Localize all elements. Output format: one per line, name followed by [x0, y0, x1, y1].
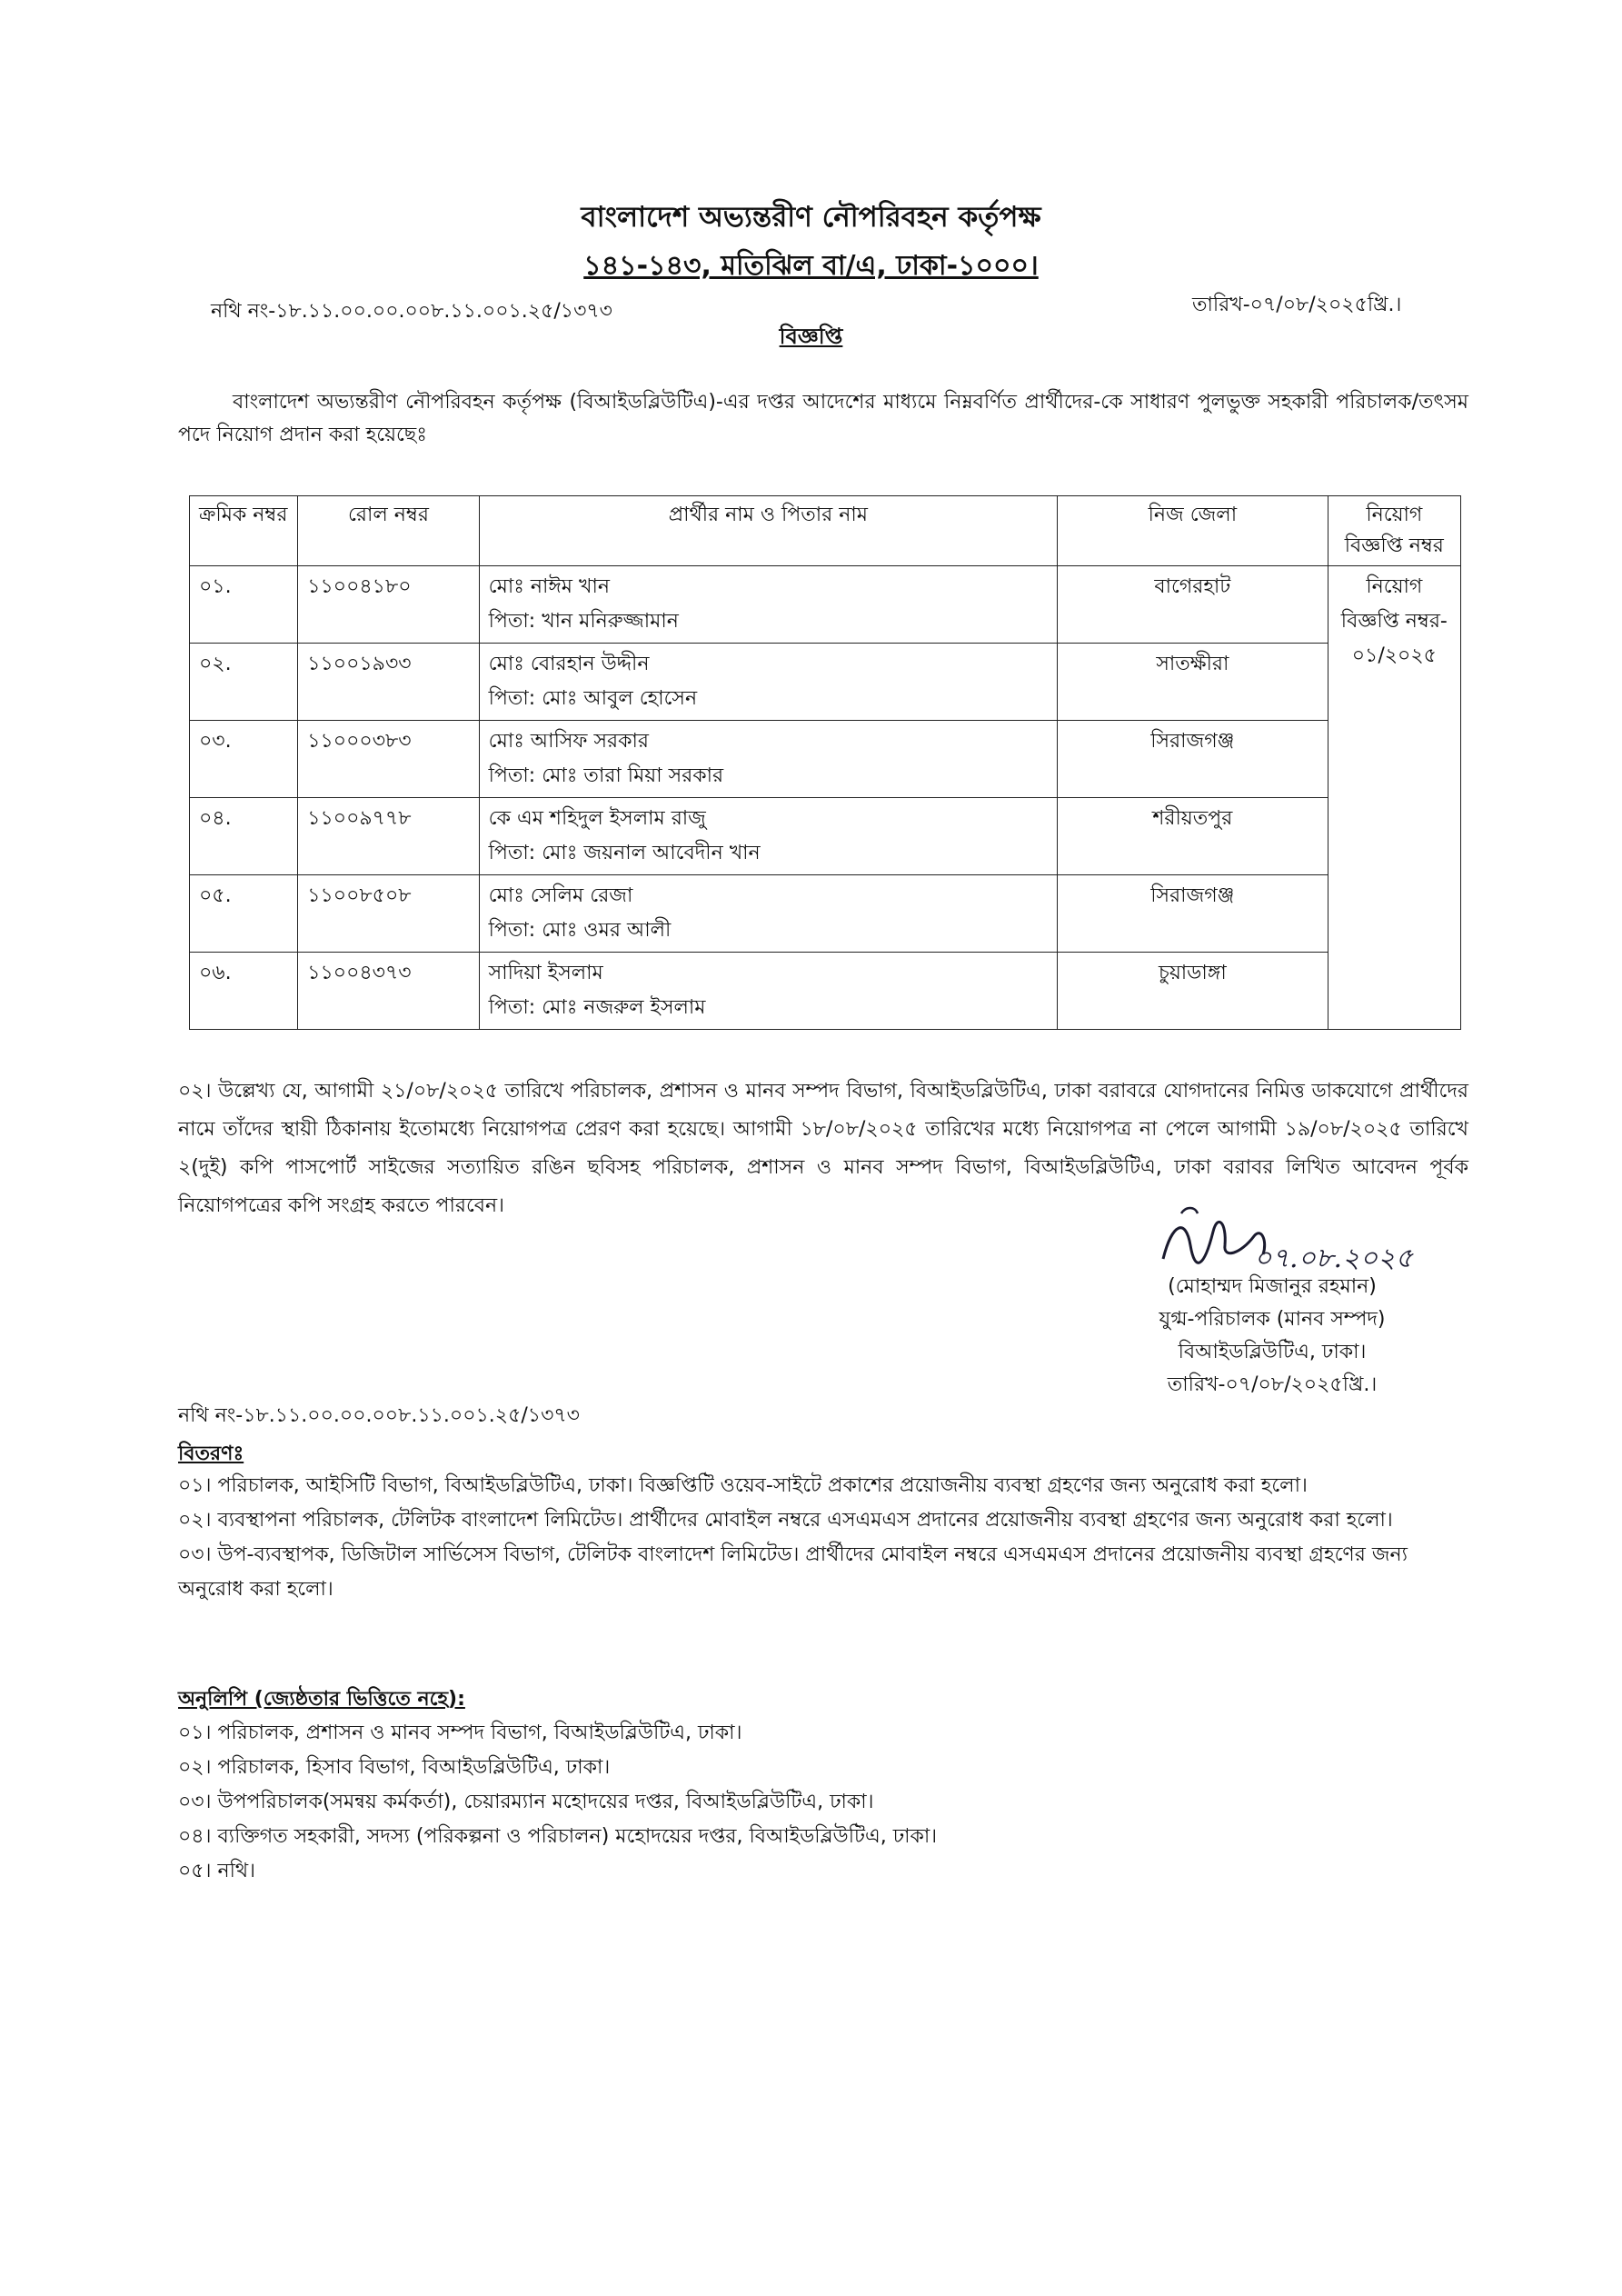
signatory-name: (মোহাম্মদ মিজানুর রহমান): [1168, 1275, 1377, 1298]
copies-list: [178, 1716, 1473, 1889]
copies-heading: অনুলিপি (জ্যেষ্ঠতার ভিত্তিতে নহে):: [178, 1688, 465, 1711]
cell-roll: ১১০০৪৩৭৩: [298, 953, 479, 1030]
distribution-list: [178, 1469, 1473, 1607]
cell-district: সিরাজগঞ্জ: [1058, 875, 1328, 953]
signature-block: [1081, 1271, 1463, 1402]
appointment-table: [189, 495, 1461, 1030]
list-item: ০১। পরিচালক, প্রশাসন ও মানব সম্পদ বিভাগ, বিআইডব্লিউটিএ, ঢাকা।: [178, 1722, 742, 1744]
cell-serial: ০৩.: [190, 721, 298, 798]
table-row: [190, 644, 1461, 721]
cell-name: [479, 953, 1057, 1030]
father-name: পিতা: খান মনিরুজ্জামান: [488, 610, 679, 633]
cell-notice-no: নিয়োগ বিজ্ঞপ্তি নম্বর- ০১/২০২৫: [1328, 566, 1460, 1030]
notice-title: বিজ্ঞপ্তি: [779, 324, 843, 349]
father-name: পিতা: মোঃ আবুল হোসেন: [488, 687, 698, 710]
table-row: [190, 875, 1461, 953]
cell-name: [479, 798, 1057, 875]
list-item: ০৩। উপপরিচালক(সমন্বয় কর্মকর্তা), চেয়ারম্যান মহোদয়ের দপ্তর, বিআইডব্লিউটিএ, ঢাকা।: [178, 1791, 874, 1813]
header-roll: রোল নম্বর: [298, 496, 479, 566]
cell-roll: ১১০০৮৫০৮: [298, 875, 479, 953]
father-name: পিতা: মোঃ নজরুল ইসলাম: [488, 996, 706, 1019]
cell-roll: ১১০০০৩৮৩: [298, 721, 479, 798]
candidate-name: মোঃ আসিফ সরকার: [488, 730, 649, 753]
signature-date: তারিখ-০৭/০৮/২০২৫খ্রি.।: [1167, 1373, 1378, 1396]
memo-number: নথি নং-১৮.১১.০০.০০.০০৮.১১.০০১.২৫/১৩৭৩: [211, 300, 612, 323]
body-paragraph: ০২। উল্লেখ্য যে, আগামী ২১/০৮/২০২৫ তারিখে পরিচালক, প্রশাসন ও মানব সম্পদ বিভাগ, বিআইডব্লিউটিএ, ঢাকা বরাবরে যোগদানের নিমিত্ত ডাকযোগে প্রার্থীদের নামে তাঁদের স্থায়ী ঠিকানায় ইতোমধ্যে নিয়োগপত্র প্রেরণ করা হয়েছে। আগামী ১৮/০৮/২০২৫ তারিখের মধ্যে নিয়োগপত্র না পেলে আগামী ১৯/০৮/২০২৫ তারিখে ২(দুই) কপি পাসপোর্ট সাইজের সত্যায়িত রঙিন ছবিসহ পরিচালক, প্রশাসন ও মানব সম্পদ বিভাগ, বিআইডব্লিউটিএ, ঢাকা বরাবর লিখিত আবেদন পূর্বক নিয়োগপত্রের কপি সংগ্রহ করতে পারবেন।: [178, 1080, 1468, 1217]
father-name: পিতা: মোঃ ওমর আলী: [488, 919, 672, 942]
candidate-name: মোঃ সেলিম রেজা: [488, 884, 633, 907]
table-row: [190, 953, 1461, 1030]
distribution-memo-number: নথি নং-১৮.১১.০০.০০.০০৮.১১.০০১.২৫/১৩৭৩: [178, 1404, 580, 1427]
cell-name: [479, 721, 1057, 798]
header-serial: ক্রমিক নম্বর: [190, 496, 298, 566]
father-name: পিতা: মোঃ জয়নাল আবেদীন খান: [488, 842, 761, 864]
header-district: নিজ জেলা: [1058, 496, 1328, 566]
signatory-office: বিআইডব্লিউটিএ, ঢাকা।: [1178, 1341, 1367, 1363]
table-row: [190, 721, 1461, 798]
authority-address: ১৪১-১৪৩, মতিঝিল বা/এ, ঢাকা-১০০০।: [583, 250, 1039, 282]
table-header-row: [190, 496, 1461, 566]
list-item: ০২। ব্যবস্থাপনা পরিচালক, টেলিটক বাংলাদেশ লিমিটেড। প্রার্থীদের মোবাইল নম্বরে এসএমএস প্রদানের প্রয়োজনীয় ব্যবস্থা গ্রহণের জন্য অনুরোধ করা হলো।: [178, 1509, 1393, 1532]
cell-district: শরীয়তপুর: [1058, 798, 1328, 875]
cell-name: [479, 644, 1057, 721]
father-name: পিতা: মোঃ তারা মিয়া সরকার: [488, 764, 724, 787]
signatory-designation: যুগ্ম-পরিচালক (মানব সম্পদ): [1159, 1308, 1386, 1331]
candidate-name: মোঃ নাঈম খান: [488, 575, 610, 598]
cell-district: চুয়াডাঙ্গা: [1058, 953, 1328, 1030]
cell-serial: ০৪.: [190, 798, 298, 875]
cell-name: [479, 566, 1057, 644]
cell-name: [479, 875, 1057, 953]
distribution-heading: বিতরণঃ: [178, 1442, 244, 1465]
candidate-name: সাদিয়া ইসলাম: [488, 962, 603, 984]
authority-name: বাংলাদেশ অভ্যন্তরীণ নৌপরিবহন কর্তৃপক্ষ: [581, 201, 1041, 234]
cell-roll: ১১০০১৯৩৩: [298, 644, 479, 721]
issue-date: তারিখ-০৭/০৮/২০২৫খ্রি.।: [1192, 294, 1402, 316]
handwritten-date: ০৭.০৮.২০২৫: [1254, 1243, 1414, 1274]
list-item: ০৪। ব্যক্তিগত সহকারী, সদস্য (পরিকল্পনা ও পরিচালন) মহোদয়ের দপ্তর, বিআইডব্লিউটিএ, ঢাকা।: [178, 1825, 938, 1848]
candidate-name: মোঃ বোরহান উদ্দীন: [488, 653, 650, 675]
table-row: [190, 798, 1461, 875]
list-item: ০১। পরিচালক, আইসিটি বিভাগ, বিআইডব্লিউটিএ, ঢাকা। বিজ্ঞপ্তিটি ওয়েব-সাইটে প্রকাশের প্রয়োজনীয় ব্যবস্থা গ্রহণের জন্য অনুরোধ করা হলো।: [178, 1474, 1308, 1497]
header-notice-no: নিয়োগ বিজ্ঞপ্তি নম্বর: [1328, 496, 1460, 566]
table-row: [190, 566, 1461, 644]
intro-paragraph: বাংলাদেশ অভ্যন্তরীণ নৌপরিবহন কর্তৃপক্ষ (বিআইডব্লিউটিএ)-এর দপ্তর আদেশের মাধ্যমে নিম্নবর্ণিত প্রার্থীদের-কে সাধারণ পুলভুক্ত সহকারী পরিচালক/তৎসম পদে নিয়োগ প্রদান করা হয়েছেঃ: [178, 391, 1468, 446]
cell-serial: ০২.: [190, 644, 298, 721]
cell-serial: ০৫.: [190, 875, 298, 953]
list-item: ০২। পরিচালক, হিসাব বিভাগ, বিআইডব্লিউটিএ, ঢাকা।: [178, 1756, 611, 1779]
cell-district: বাগেরহাট: [1058, 566, 1328, 644]
cell-district: সিরাজগঞ্জ: [1058, 721, 1328, 798]
list-item: ০৩। উপ-ব্যবস্থাপক, ডিজিটাল সার্ভিসেস বিভাগ, টেলিটক বাংলাদেশ লিমিটেড। প্রার্থীদের মোবাইল নম্বরে এসএমএস প্রদানের প্রয়োজনীয় ব্যবস্থা গ্রহণের জন্য অনুরোধ করা হলো।: [178, 1543, 1408, 1601]
cell-district: সাতক্ষীরা: [1058, 644, 1328, 721]
candidate-name: কে এম শহিদুল ইসলাম রাজু: [488, 807, 706, 830]
cell-roll: ১১০০৯৭৭৮: [298, 798, 479, 875]
cell-serial: ০১.: [190, 566, 298, 644]
cell-roll: ১১০০৪১৮০: [298, 566, 479, 644]
header-name: প্রার্থীর নাম ও পিতার নাম: [479, 496, 1057, 566]
list-item: ০৫। নথি।: [178, 1860, 255, 1882]
cell-serial: ০৬.: [190, 953, 298, 1030]
